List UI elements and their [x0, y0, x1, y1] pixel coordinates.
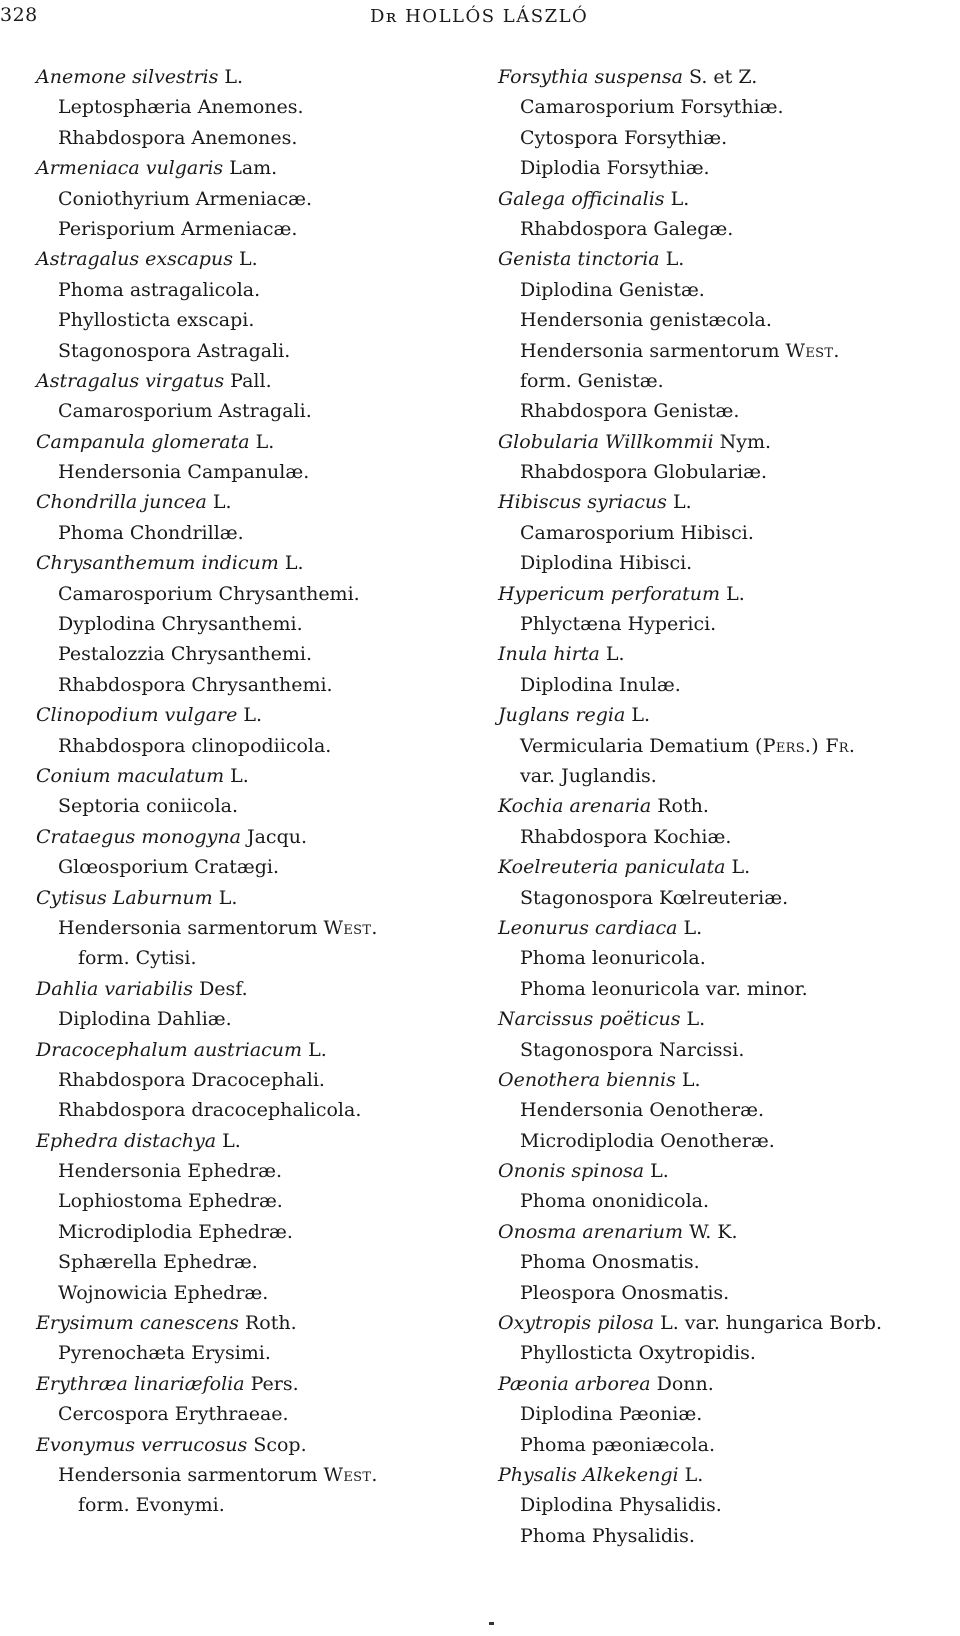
fungus-name: Hendersonia Campanulæ. — [58, 461, 310, 484]
host-plant-name: Galega officinalis — [498, 187, 665, 210]
fungus-entry — [498, 92, 958, 122]
fungus-name: Coniothyrium Armeniacæ. — [58, 187, 313, 210]
fungus-entry — [36, 1095, 476, 1125]
host-plant-name: Dahlia variabilis — [36, 977, 194, 1000]
fungus-entry — [36, 913, 476, 943]
author-abbreviation: L. — [683, 916, 703, 939]
fungus-name: Hendersonia sarmentorum — [520, 339, 780, 362]
fungus-name: Diplodina Genistæ. — [520, 278, 705, 301]
host-plant-name: Forsythia suspensa — [498, 66, 683, 88]
page-number: 328 — [0, 4, 38, 26]
fungus-name: Diplodia Forsythiæ. — [520, 157, 710, 180]
fungus-name: Septoria coniicola. — [58, 795, 239, 818]
author-abbreviation: L. — [284, 552, 304, 575]
fungus-name: Pleospora Onosmatis. — [520, 1281, 730, 1304]
author-abbreviation: Donn. — [656, 1372, 714, 1395]
author-abbreviation: L. — [243, 704, 263, 727]
host-plant-entry — [498, 244, 958, 274]
fungus-name: Microdiplodia Oenotheræ. — [520, 1129, 775, 1152]
fungus-name: Phyllosticta exscapi. — [58, 309, 255, 332]
author-abbreviation: Jacqu. — [246, 825, 308, 848]
fungus-entry — [498, 396, 958, 426]
fungus-entry — [36, 518, 476, 548]
fungus-name: form. Genistæ. — [520, 369, 664, 392]
host-plant-name: Ephedra distachya — [36, 1129, 217, 1152]
author-abbreviation: L. — [650, 1160, 669, 1183]
host-plant-name: Inula hirta — [498, 643, 600, 666]
host-plant-entry — [498, 1308, 958, 1338]
author-abbreviation: Roth. — [244, 1312, 297, 1335]
fungus-entry — [498, 1521, 958, 1551]
host-plant-entry — [498, 1217, 958, 1247]
fungus-name: Pestalozzia Chrysanthemi. — [58, 643, 313, 666]
fungus-entry — [36, 1399, 476, 1429]
fungus-entry — [36, 1460, 476, 1490]
fungus-entry — [498, 518, 958, 548]
host-plant-name: Narcissus poëticus — [498, 1008, 681, 1031]
fungus-name: Stagonospora Narcissi. — [520, 1038, 745, 1061]
host-plant-entry — [36, 487, 476, 517]
fungus-name: Rhabdospora clinopodiicola. — [58, 734, 332, 757]
host-plant-name: Erysimum canescens — [36, 1312, 239, 1335]
left-column — [36, 62, 476, 1521]
author-abbreviation: Scop. — [253, 1433, 307, 1456]
host-plant-name: Clinopodium vulgare — [36, 704, 238, 727]
host-plant-entry — [498, 639, 958, 669]
fungus-entry — [498, 305, 958, 335]
fungus-entry — [498, 1247, 958, 1277]
fungus-entry — [498, 943, 958, 973]
fungus-name: Phoma pæoniæcola. — [520, 1433, 716, 1456]
fungus-entry — [36, 396, 476, 426]
fungus-entry — [36, 791, 476, 821]
author-abbreviation: Pers. — [250, 1372, 299, 1395]
fungus-name: Stagonospora Astragali. — [58, 339, 291, 362]
fungus-entry — [36, 1186, 476, 1216]
fungus-name: Rhabdospora Galegæ. — [520, 217, 734, 240]
fungus-entry — [36, 852, 476, 882]
fungus-name: Phlyctæna Hyperici. — [520, 613, 717, 636]
fungus-name: Hendersonia Oenotheræ. — [520, 1099, 765, 1122]
author-abbreviation: L. — [255, 430, 275, 453]
fungus-entry — [36, 1004, 476, 1034]
host-plant-name: Conium maculatum — [36, 764, 225, 787]
host-plant-name: Evonymus verrucosus — [36, 1433, 248, 1456]
fungus-name: Diplodina Inulæ. — [520, 673, 681, 696]
footer-mark — [489, 1622, 494, 1625]
fungus-name: var. Juglandis. — [520, 764, 657, 787]
fungus-entry — [498, 670, 958, 700]
fungus-entry — [498, 1490, 958, 1520]
host-plant-name: Crataegus monogyna — [36, 825, 241, 848]
fungus-entry — [36, 579, 476, 609]
fungus-name: Microdiplodia Ephedræ. — [58, 1220, 293, 1243]
fungus-name: Rhabdospora Globulariæ. — [520, 461, 767, 484]
fungus-entry — [36, 1217, 476, 1247]
fungus-name: Hendersonia genistæcola. — [520, 309, 772, 332]
fungus-name: form. Evonymi. — [78, 1494, 225, 1517]
fungus-name: Camarosporium Chrysanthemi. — [58, 582, 360, 605]
fungus-name: Rhabdospora Chrysanthemi. — [58, 673, 333, 696]
host-plant-entry — [36, 366, 476, 396]
author-abbreviation: West. — [323, 1463, 378, 1486]
fungus-entry — [36, 214, 476, 244]
author-abbreviation: L. — [224, 66, 244, 88]
author-abbreviation: L. — [212, 491, 232, 514]
fungus-entry — [498, 974, 958, 1004]
fungus-continuation — [36, 943, 476, 973]
author-abbreviation: L. — [239, 248, 258, 271]
fungus-name: Lophiostoma Ephedræ. — [58, 1190, 283, 1213]
fungus-name: Stagonospora Kœlreuteriæ. — [520, 886, 789, 909]
fungus-name: Rhabdospora Kochiæ. — [520, 825, 732, 848]
fungus-entry — [498, 275, 958, 305]
fungus-entry — [36, 123, 476, 153]
fungus-name: Wojnowicia Ephedræ. — [58, 1281, 269, 1304]
fungus-entry — [498, 1095, 958, 1125]
host-plant-entry — [36, 1308, 476, 1338]
author-abbreviation: L. — [308, 1038, 327, 1061]
fungus-entry — [498, 883, 958, 913]
fungus-name: Phoma leonuricola. — [520, 947, 706, 970]
fungus-name: Hendersonia sarmentorum — [58, 916, 318, 939]
fungus-entry — [36, 639, 476, 669]
author-abbreviation: L. — [681, 1068, 701, 1091]
host-plant-entry — [36, 548, 476, 578]
fungus-entry — [36, 92, 476, 122]
fungus-entry — [498, 761, 958, 791]
fungus-entry — [498, 1278, 958, 1308]
fungus-name: Rhabdospora dracocephalicola. — [58, 1099, 362, 1122]
host-plant-name: Astragalus virgatus — [36, 369, 225, 392]
host-plant-name: Oxytropis pilosa — [498, 1312, 655, 1335]
fungus-name: Glœosporium Cratægi. — [58, 856, 280, 879]
author-abbreviation: L. — [670, 187, 690, 210]
host-plant-name: Astragalus exscapus — [36, 248, 233, 271]
fungus-name: Sphærella Ephedræ. — [58, 1251, 258, 1274]
host-plant-entry — [36, 700, 476, 730]
fungus-name: form. Cytisi. — [78, 947, 197, 970]
host-plant-entry — [498, 1156, 958, 1186]
fungus-entry — [498, 457, 958, 487]
fungus-name: Vermicularia Dematium — [520, 734, 749, 757]
host-plant-name: Dracocephalum austriacum — [36, 1038, 303, 1061]
host-plant-entry — [36, 974, 476, 1004]
host-plant-entry — [498, 579, 958, 609]
fungus-entry — [36, 731, 476, 761]
host-plant-name: Juglans regia — [498, 704, 626, 727]
author-abbreviation: L. — [684, 1463, 704, 1486]
host-plant-name: Armeniaca vulgaris — [36, 157, 224, 180]
host-plant-entry — [36, 761, 476, 791]
host-plant-name: Kochia arenaria — [498, 795, 652, 818]
author-abbreviation: L. — [222, 1129, 241, 1152]
fungus-name: Phoma Chondrillæ. — [58, 521, 244, 544]
fungus-name: Camarosporium Hibisci. — [520, 521, 754, 544]
fungus-entry — [498, 1186, 958, 1216]
host-plant-name: Hibiscus syriacus — [498, 491, 667, 514]
host-plant-name: Genista tinctoria — [498, 248, 660, 271]
fungus-name: Cercospora Erythraeae. — [58, 1403, 289, 1426]
fungus-name: Rhabdospora Anemones. — [58, 126, 298, 149]
author-abbreviation: Roth. — [657, 795, 709, 818]
author-abbreviation: L. — [686, 1008, 706, 1031]
fungus-name: Camarosporium Forsythiæ. — [520, 96, 784, 119]
fungus-entry — [498, 548, 958, 578]
host-plant-entry — [498, 1460, 958, 1490]
author-abbreviation: West. — [785, 339, 840, 362]
fungus-entry — [36, 670, 476, 700]
host-plant-entry — [498, 1065, 958, 1095]
author-abbreviation: L. — [672, 491, 692, 514]
fungus-name: Leptosphæria Anemones. — [58, 96, 304, 119]
host-plant-name: Chrysanthemum indicum — [36, 552, 279, 575]
host-plant-name: Cytisus Laburnum — [36, 886, 213, 909]
author-abbreviation: W. K. — [689, 1220, 738, 1243]
fungus-entry — [498, 336, 958, 366]
host-plant-name: Leonurus cardiaca — [498, 916, 678, 939]
host-plant-entry — [498, 852, 958, 882]
host-plant-name: Onosma arenarium — [498, 1220, 684, 1243]
fungus-entry — [498, 1399, 958, 1429]
fungus-entry — [498, 123, 958, 153]
host-plant-entry — [498, 791, 958, 821]
author-abbreviation: S. et Z. — [688, 66, 758, 88]
fungus-entry — [498, 366, 958, 396]
author-abbreviation: Desf. — [199, 977, 248, 1000]
fungus-name: Pyrenochæta Erysimi. — [58, 1342, 271, 1365]
fungus-entry — [36, 184, 476, 214]
running-head: Dʀ HOLLÓS LÁSZLÓ — [370, 6, 589, 27]
fungus-entry — [498, 609, 958, 639]
fungus-entry — [498, 822, 958, 852]
host-plant-entry — [36, 1430, 476, 1460]
fungus-name: Phoma ononidicola. — [520, 1190, 710, 1213]
fungus-name: Phoma Physalidis. — [520, 1524, 695, 1547]
fungus-entry — [498, 1338, 958, 1368]
fungus-continuation — [36, 1490, 476, 1520]
fungus-entry — [36, 1156, 476, 1186]
fungus-name: Rhabdospora Dracocephali. — [58, 1068, 325, 1091]
fungus-entry — [36, 1247, 476, 1277]
host-plant-name: Chondrilla juncea — [36, 491, 207, 514]
host-plant-entry — [498, 487, 958, 517]
fungus-entry — [498, 1126, 958, 1156]
host-plant-entry — [498, 1004, 958, 1034]
fungus-name: Rhabdospora Genistæ. — [520, 400, 740, 423]
host-plant-entry — [498, 62, 958, 92]
host-plant-entry — [36, 1126, 476, 1156]
host-plant-entry — [498, 913, 958, 943]
fungus-entry — [36, 457, 476, 487]
host-plant-name: Oenothera biennis — [498, 1068, 676, 1091]
author-abbreviation: L. — [218, 886, 238, 909]
host-plant-entry — [498, 427, 958, 457]
host-plant-entry — [36, 1369, 476, 1399]
host-plant-name: Erythræa linariæfolia — [36, 1372, 245, 1395]
fungus-name: Phoma leonuricola var. minor. — [520, 977, 808, 1000]
fungus-entry — [36, 1278, 476, 1308]
host-plant-name: Physalis Alkekengi — [498, 1463, 679, 1486]
host-plant-entry — [36, 1035, 476, 1065]
fungus-entry — [498, 1430, 958, 1460]
author-abbreviation: L. — [665, 248, 685, 271]
author-abbreviation: L. var. hungarica Borb. — [660, 1312, 882, 1335]
fungus-name: Dyplodina Chrysanthemi. — [58, 613, 303, 636]
author-abbreviation: (Pers.) Fr. — [755, 734, 856, 757]
fungus-entry — [498, 214, 958, 244]
author-abbreviation: L. — [605, 643, 625, 666]
right-column — [498, 62, 958, 1551]
fungus-name: Cytospora Forsythiæ. — [520, 126, 728, 149]
host-plant-name: Anemone silvestris — [36, 66, 219, 88]
fungus-name: Diplodina Hibisci. — [520, 552, 693, 575]
fungus-name: Hendersonia Ephedræ. — [58, 1160, 283, 1183]
fungus-entry — [36, 609, 476, 639]
author-abbreviation: Nym. — [719, 430, 772, 453]
host-plant-name: Campanula glomerata — [36, 430, 250, 453]
fungus-entry — [498, 731, 958, 761]
fungus-name: Phoma Onosmatis. — [520, 1251, 700, 1274]
host-plant-name: Hypericum perforatum — [498, 582, 721, 605]
host-plant-entry — [36, 62, 476, 92]
fungus-name: Camarosporium Astragali. — [58, 400, 312, 423]
fungus-entry — [36, 305, 476, 335]
host-plant-name: Globularia Willkommii — [498, 430, 714, 453]
fungus-entry — [498, 153, 958, 183]
fungus-entry — [498, 1035, 958, 1065]
author-abbreviation: West. — [323, 916, 378, 939]
host-plant-name: Ononis spinosa — [498, 1160, 645, 1183]
author-abbreviation: L. — [731, 856, 751, 879]
host-plant-entry — [36, 822, 476, 852]
host-plant-entry — [498, 1369, 958, 1399]
host-plant-entry — [498, 700, 958, 730]
author-abbreviation: Lam. — [229, 157, 278, 180]
fungus-name: Diplodina Pæoniæ. — [520, 1403, 703, 1426]
fungus-name: Phoma astragalicola. — [58, 278, 261, 301]
host-plant-name: Pæonia arborea — [498, 1372, 651, 1395]
host-plant-entry — [36, 427, 476, 457]
fungus-name: Perisporium Armeniacæ. — [58, 217, 298, 240]
host-plant-name: Koelreuteria paniculata — [498, 856, 726, 879]
fungus-name: Diplodina Physalidis. — [520, 1494, 722, 1517]
author-abbreviation: L. — [631, 704, 651, 727]
fungus-entry — [36, 1065, 476, 1095]
author-abbreviation: L. — [230, 764, 249, 787]
fungus-entry — [36, 1338, 476, 1368]
host-plant-entry — [36, 244, 476, 274]
fungus-name: Hendersonia sarmentorum — [58, 1463, 318, 1486]
author-abbreviation: Pall. — [230, 369, 272, 392]
host-plant-entry — [498, 184, 958, 214]
fungus-entry — [36, 275, 476, 305]
fungus-entry — [36, 336, 476, 366]
host-plant-entry — [36, 883, 476, 913]
author-abbreviation: L. — [726, 582, 745, 605]
host-plant-entry — [36, 153, 476, 183]
fungus-name: Diplodina Dahliæ. — [58, 1008, 232, 1031]
fungus-name: Phyllosticta Oxytropidis. — [520, 1342, 756, 1365]
